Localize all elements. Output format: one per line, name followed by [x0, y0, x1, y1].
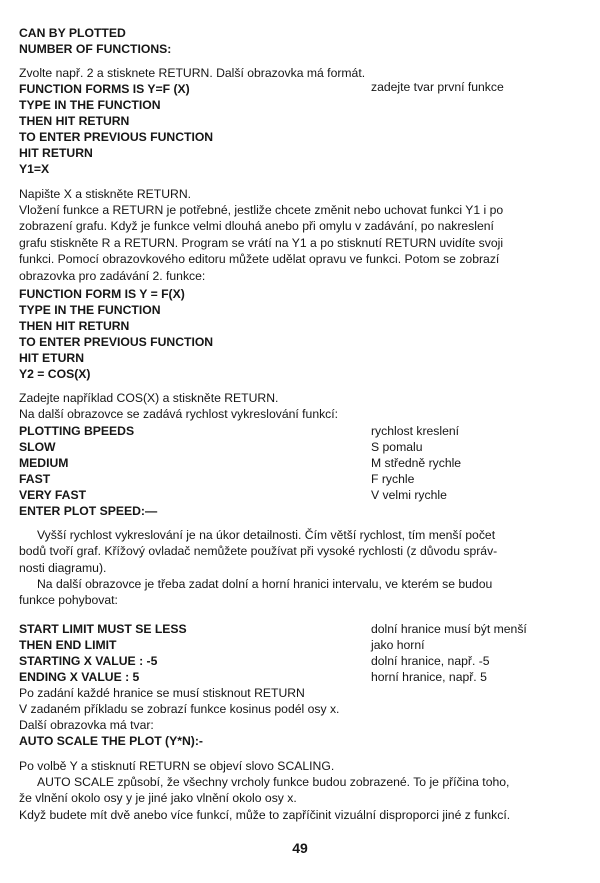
paragraph — [19, 527, 582, 576]
heading-line: CAN BY PLOTTED — [19, 26, 126, 40]
paragraph-line: že vlnění okolo osy y je jiné jako vlnění okolo osy x. — [19, 791, 297, 806]
speed-translation: M středně rychle — [371, 456, 462, 470]
code-line: TYPE IN THE FUNCTION — [19, 303, 161, 317]
text-line: Na další obrazovce se zadává rychlost vykreslování funkcí: — [19, 407, 339, 421]
code-line: Y2 = COS(X) — [19, 367, 91, 381]
code-line: FUNCTION FORM IS Y = F(X) — [19, 287, 185, 301]
speed-translation: rychlost kreslení — [371, 424, 460, 438]
paragraph-line: Když budete mít dvě anebo více funkcí, může to zapříčinit vizuální disproporci jiné z funkcí. — [19, 807, 511, 822]
paragraph-line: funkci. Pomocí obrazovkového editoru můžete udělat opravu ve funkci. Potom se zobrazí — [19, 252, 500, 267]
page-number: 49 — [292, 840, 308, 856]
code-line: FUNCTION FORMS IS Y=F (X) — [19, 82, 190, 96]
limit-line: ENDING X VALUE : 5 — [19, 670, 140, 684]
paragraph-line: Vložení funkce a RETURN je potřebné, jestliže chcete změnit nebo uchovat funkci Y1 i po — [19, 203, 504, 217]
paragraph — [19, 202, 582, 284]
paragraph-line: nosti diagramu). — [19, 560, 107, 575]
code-line: AUTO SCALE THE PLOT (Y*N):- — [19, 734, 203, 748]
paragraph-line: zobrazení grafu. Když je funkce velmi dlouhá anebo při omylu v zadávání, po nakreslení — [19, 219, 494, 234]
speed-option: MEDIUM — [19, 456, 69, 470]
paragraph-line: bodů tvoří graf. Křížový ovladač nemůžete používat při vysoké rychlosti (z důvodu správ- — [19, 544, 498, 559]
paragraph-line: grafu stiskněte R a RETURN. Program se vrátí na Y1 a po stisknutí RETURN uvidíte svoji — [19, 235, 504, 250]
limit-translation: dolní hranice, např. -5 — [371, 654, 490, 668]
text-line: Napište X a stiskněte RETURN. — [19, 187, 192, 201]
code-line: TYPE IN THE FUNCTION — [19, 98, 161, 112]
code-line: ENTER PLOT SPEED:— — [19, 504, 158, 518]
paragraph-line: Vyšší rychlost vykreslování je na úkor detailnosti. Čím větší rychlost, tím menší počet — [37, 528, 496, 542]
speed-option: FAST — [19, 472, 51, 486]
limit-translation: jako horní — [371, 638, 425, 652]
speed-option: VERY FAST — [19, 488, 87, 502]
text-line: Po volbě Y a stisknutí RETURN se objeví slovo SCALING. — [19, 759, 335, 773]
speed-translation: V velmi rychle — [371, 488, 447, 502]
paragraph-line: funkce pohybovat: — [19, 593, 118, 608]
limit-line: START LIMIT MUST SE LESS — [19, 622, 187, 636]
limit-line: THEN END LIMIT — [19, 638, 117, 652]
speed-translation: F rychle — [371, 472, 415, 486]
limit-line: STARTING X VALUE : -5 — [19, 654, 158, 668]
code-line: THEN HIT RETURN — [19, 319, 130, 333]
text-line: Další obrazovka má tvar: — [19, 718, 154, 732]
heading-line: NUMBER OF FUNCTIONS: — [19, 42, 172, 56]
speed-translation: S pomalu — [371, 440, 423, 454]
text-line: V zadaném příkladu se zobrazí funkce kosinus podél osy x. — [19, 702, 340, 716]
paragraph-line: AUTO SCALE způsobí, že všechny vrcholy funkce budou zobrazené. To je příčina toho, — [37, 775, 510, 789]
paragraph-line: obrazovka pro zadávání 2. funkce: — [19, 268, 206, 283]
code-line: Y1=X — [19, 162, 50, 176]
paragraph — [19, 576, 582, 609]
speed-option: SLOW — [19, 440, 56, 454]
text-line: Zvolte např. 2 a stisknete RETURN. Další obrazovka má formát. — [19, 66, 366, 80]
code-line: HIT RETURN — [19, 146, 93, 160]
paragraph-line: Na další obrazovce je třeba zadat dolní a horní hranici intervalu, ve kterém se budou — [37, 577, 493, 591]
limit-translation: horní hranice, např. 5 — [371, 670, 487, 684]
code-line: HIT ETURN — [19, 351, 84, 365]
limit-translation: dolní hranice musí být menší — [371, 622, 527, 636]
code-line: TO ENTER PREVIOUS FUNCTION — [19, 335, 214, 349]
annotation: zadejte tvar první funkce — [371, 80, 504, 94]
text-line: Po zadání každé hranice se musí stisknout RETURN — [19, 686, 305, 700]
paragraph — [19, 774, 582, 823]
speed-option: PLOTTING BPEEDS — [19, 424, 135, 438]
text-line: Zadejte například COS(X) a stiskněte RETURN. — [19, 391, 279, 405]
code-line: THEN HIT RETURN — [19, 114, 130, 128]
code-line: TO ENTER PREVIOUS FUNCTION — [19, 130, 214, 144]
